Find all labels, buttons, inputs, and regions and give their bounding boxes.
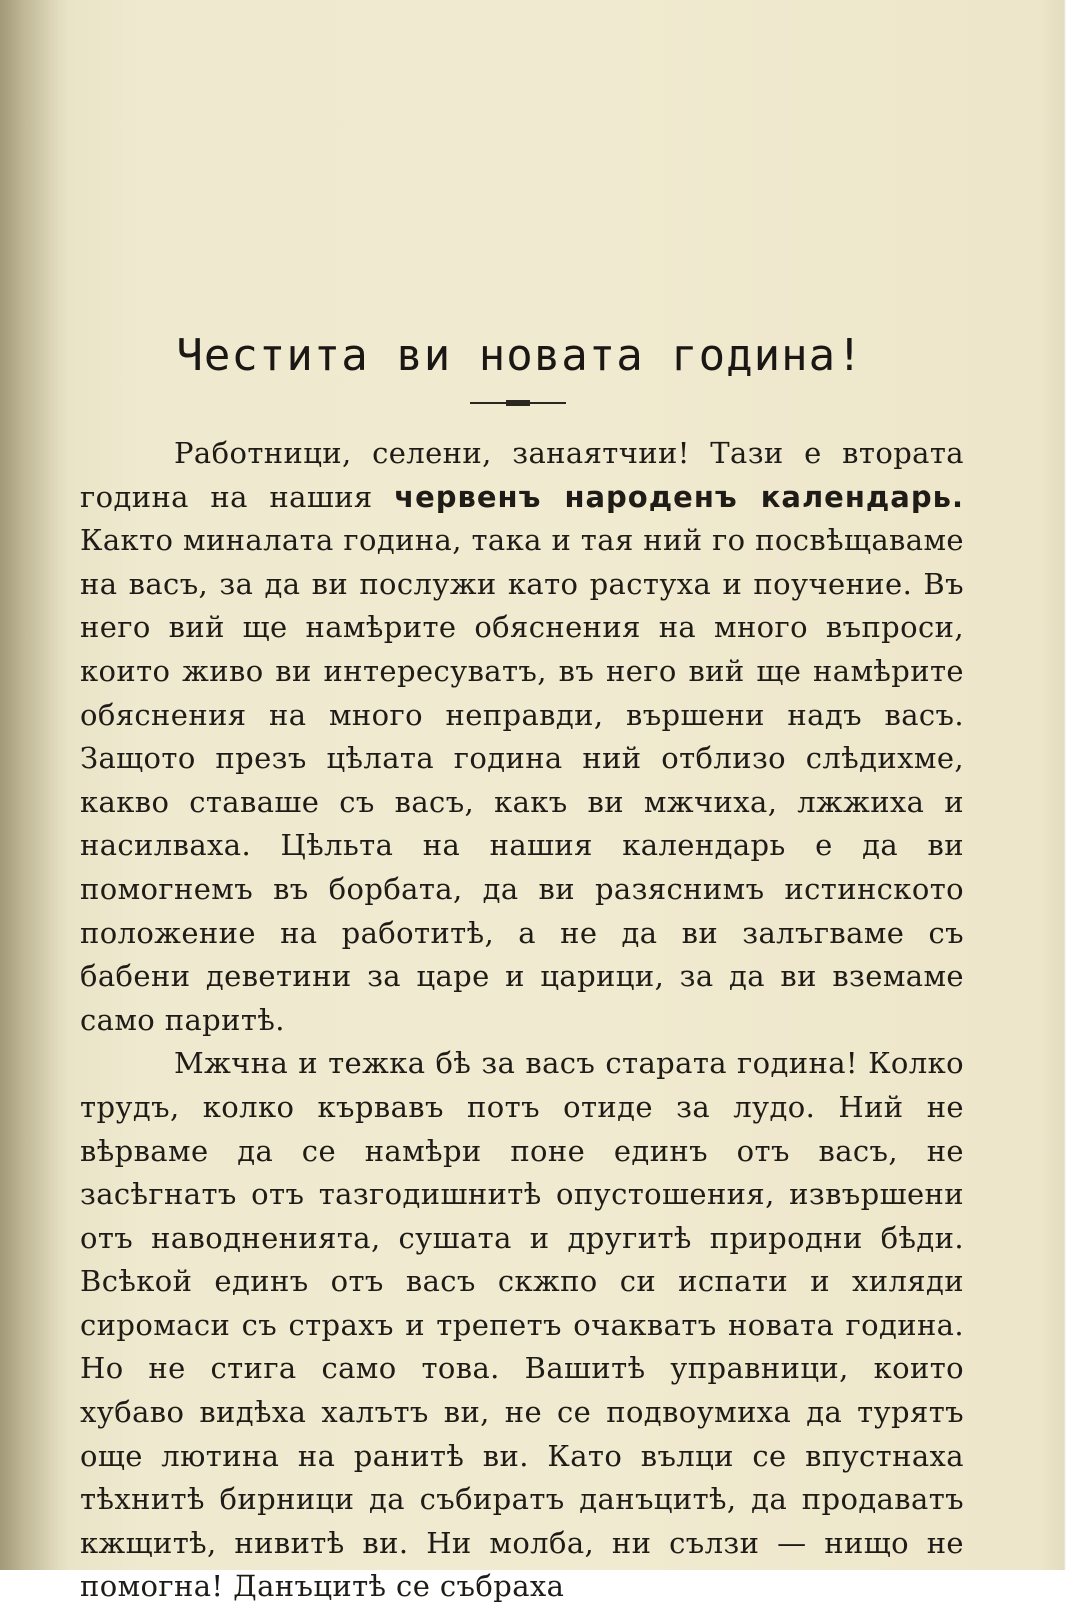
binding-gutter-shadow	[0, 0, 60, 1570]
calendar-name-emphasis: червенъ народенъ календарь.	[394, 479, 964, 514]
paragraph-2	[80, 1042, 964, 1609]
title-ornament-center	[506, 400, 530, 406]
page-title: Честита ви новата година!	[176, 330, 864, 381]
body-text	[80, 432, 964, 1609]
paragraph-1-start: Работници, селени, занаятчии! Тази е втората година на нашия	[80, 436, 964, 514]
paragraph-1	[80, 432, 964, 1042]
paragraph-1-rest: Както миналата година, така и тая ний го посвѣщаваме на васъ, за да ви послужи като растуха и поучение. Въ него вий ще намѣрите обяснения на много въпроси, които живо ви интересуватъ, въ него вий ще намѣрите обяснения на много неправди, вършени надъ васъ. Защото презъ цѣлата година ний отблизо слѣдихме, какво ставаше съ васъ, какъ ви мжчиха, лжжиха и насилваха. Цѣльта на нашия календарь е да ви помогнемъ въ борбата, да ви разяснимъ истинското положение на работитѣ, а не да ви залъгваме съ бабени деветини за царе и царици, за да ви вземаме само паритѣ.	[80, 523, 964, 1037]
title-ornament-rule	[470, 402, 566, 404]
paragraph-2-text: Мжчна и тежка бѣ за васъ старата година! Колко трудъ, колко кървавъ потъ отиде за лудо. Ний не вѣрваме да се намѣри поне единъ отъ васъ, не засѣгнатъ отъ тазгодишнитѣ опустошения, извършени отъ наводненията, сушата и другитѣ природни бѣди. Всѣкой единъ отъ васъ скжпо си испати и хиляди сиромаси съ страхъ и трепетъ очакватъ новата година. Но не стига само това. Вашитѣ управници, които хубаво видѣха халътъ ви, не се подвоумиха да турятъ още лютина на ранитѣ ви. Като вълци се впустнаха тѣхнитѣ бирници да събиратъ данъцитѣ, да продаватъ кжщитѣ, нивитѣ ви. Ни молба, ни сълзи — нищо не помогна! Данъцитѣ се събраха	[80, 1046, 964, 1604]
